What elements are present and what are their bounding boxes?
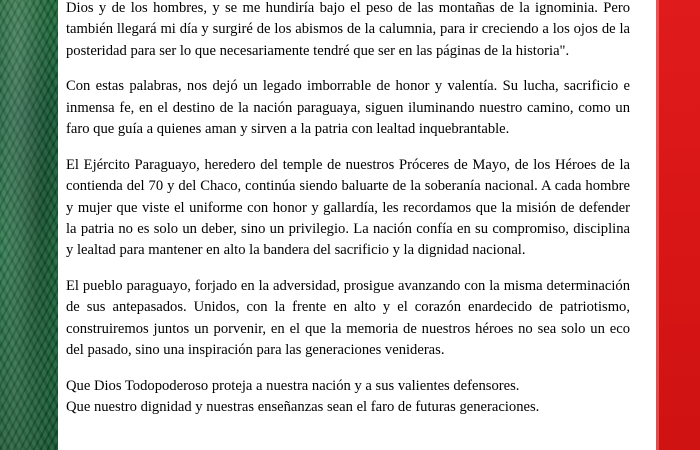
red-band-edge <box>656 0 659 450</box>
paragraph: Que Dios Todopoderoso proteja a nuestra nación y a sus valientes defensores. <box>66 377 520 394</box>
right-red-band-decoration <box>656 0 700 450</box>
paragraph: Que nuestro dignidad y nuestras enseñanzas sean el faro de futuras generaciones. <box>66 399 540 415</box>
document-content <box>58 0 656 450</box>
paragraph: El pueblo paraguayo, forjado en la adversidad, prosigue avanzando con la misma determinación de sus antepasados. Unidos, con la frente en alto y el corazón enardecido de patriotismo, construiremos juntos un porvenir, en el que la memoria de nuestros héroes no sea solo un eco del pasado, sino una inspiración para las generaciones venideras. <box>66 277 630 359</box>
paragraph: El Ejército Paraguayo, heredero del temple de nuestros Próceres de Mayo, de los Héroes de la contienda del 70 y del Chaco, continúa siendo baluarte de la soberanía nacional. A cada hombre y mujer que viste el uniforme con honor y gallardía, les recordamos que la misión de defender la patria no es solo un deber, sino un privilegio. La nación confía en su compromiso, disciplina y lealtad para mantener en alto la bandera del sacrificio y la dignidad nacional. <box>66 156 630 259</box>
left-green-band-decoration <box>0 0 58 450</box>
paragraph: Con estas palabras, nos dejó un legado imborrable de honor y valentía. Su lucha, sacrificio e inmensa fe, en el destino de la nación paraguaya, siguen iluminando nuestro camino, como un faro que guía a quienes aman y sirven a la patria con lealtad inquebrantable. <box>66 78 630 138</box>
paragraph: Dios y de los hombres, y se me hundiría bajo el peso de las montañas de la ignominia. Pero también llegará mi día y surgiré de los abismos de la calumnia, para ir creciendo a los ojos de la posteridad para ser lo que necesariamente tendré que ser en las páginas de la historia". <box>66 0 630 59</box>
